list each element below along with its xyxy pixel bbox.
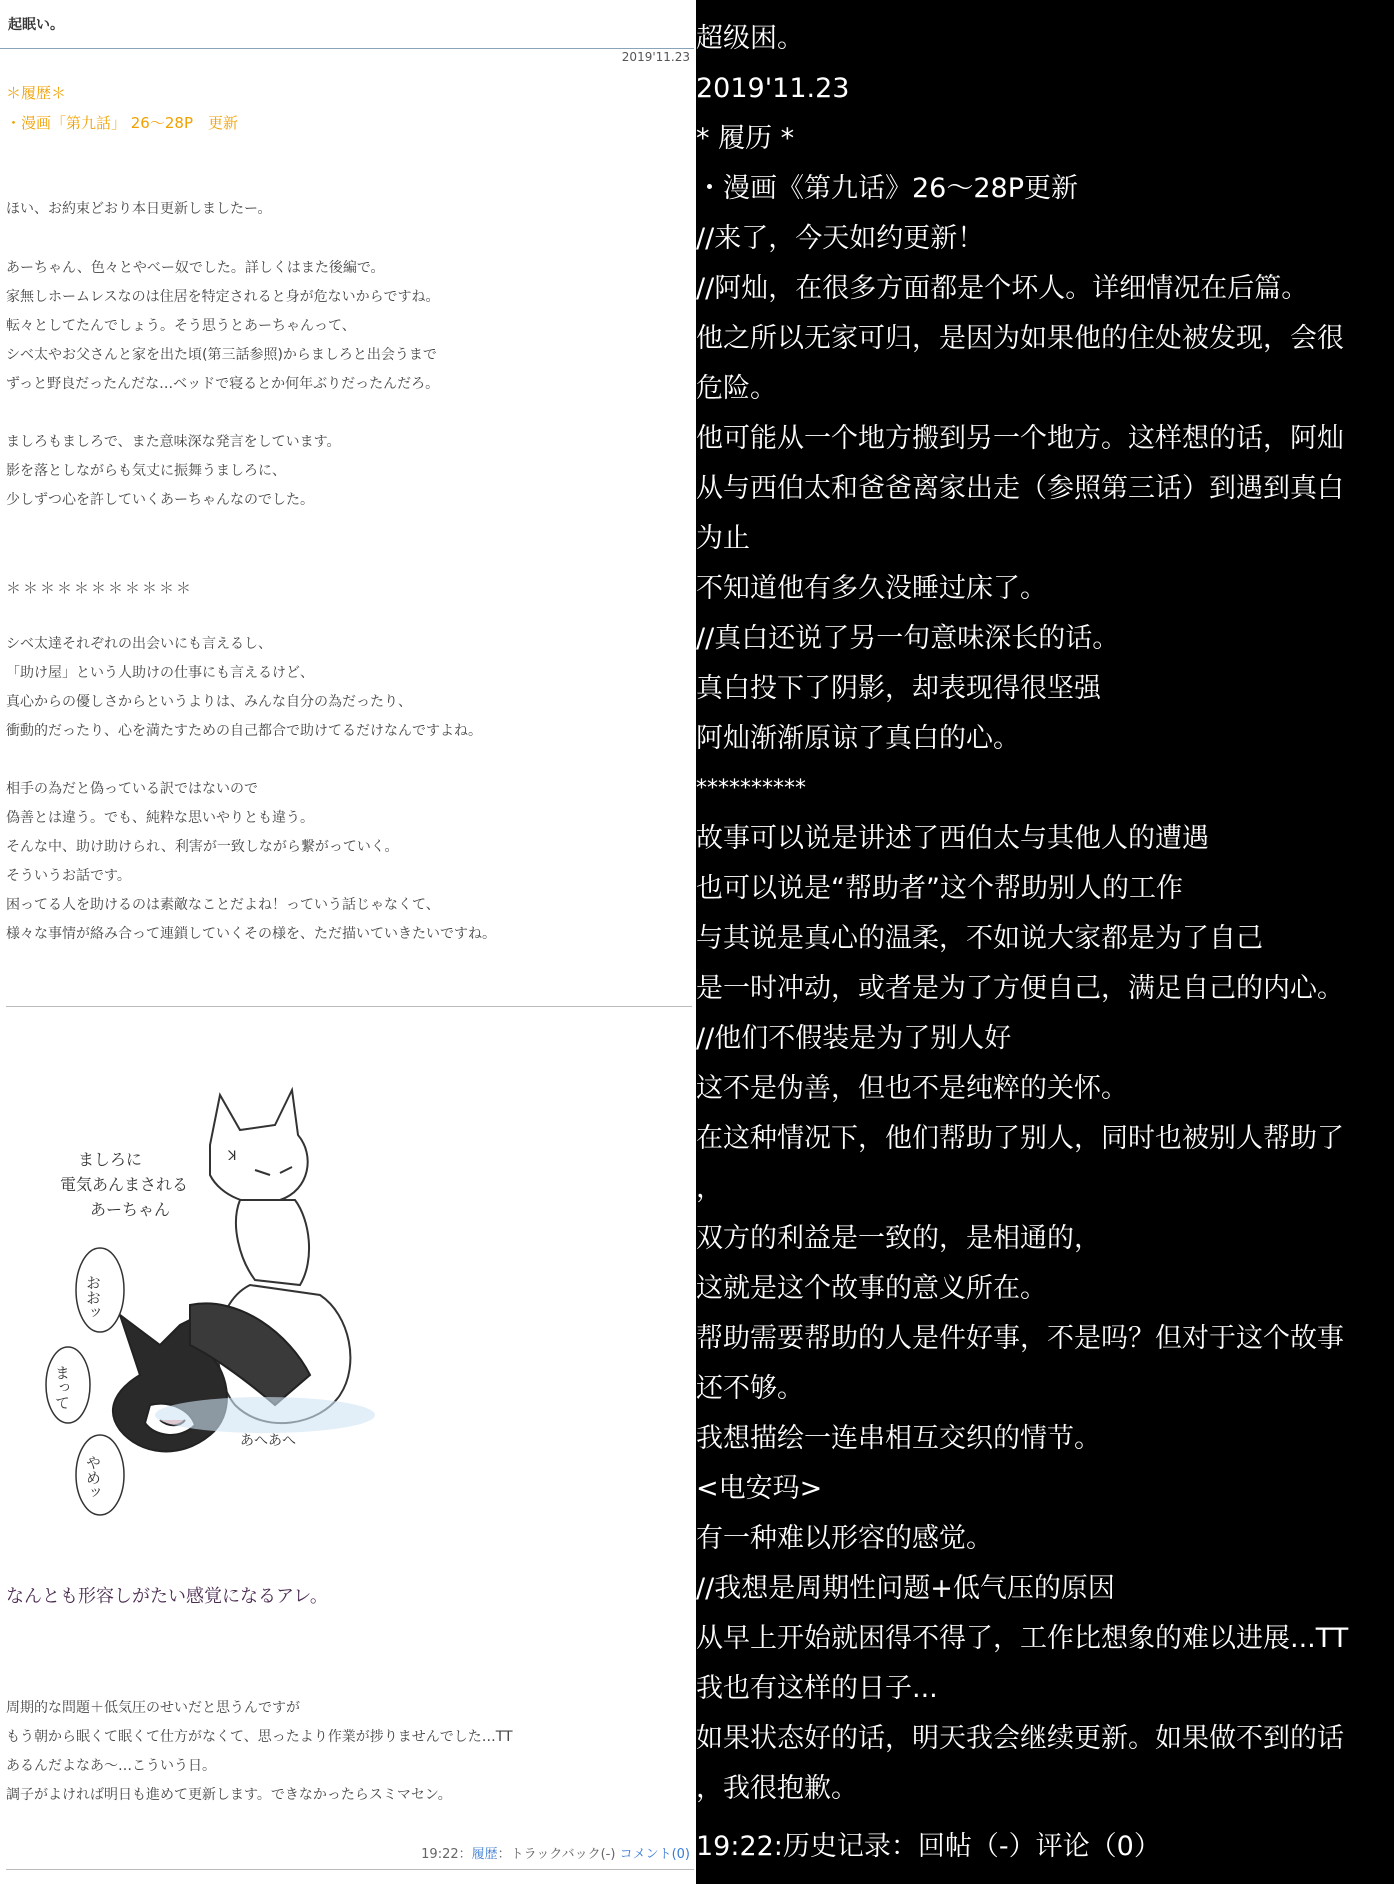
sfx-ahe: あへあへ <box>240 1433 296 1449</box>
paragraph-6-line: あるんだよなあ〜…こういう日。 <box>6 1758 216 1774</box>
translation-line: 在这种情况下，他们帮助了别人，同时也被别人帮助了 <box>696 1123 1344 1154</box>
comment-link[interactable]: コメント(0) <box>619 1847 690 1862</box>
translation-line: 危险。 <box>696 373 777 404</box>
paragraph-2-line: シベ太やお父さんと家を出た頃(第三話参照)からましろと出会うまで <box>6 347 437 363</box>
paragraph-1-line: ほい、お約束どおり本日更新しましたー。 <box>6 201 272 217</box>
translation-line: 也可以说是“帮助者”这个帮助别人的工作 <box>696 873 1183 904</box>
translation-line: //阿灿，在很多方面都是个坏人。详细情况在后篇。 <box>696 273 1309 304</box>
separator-stars: ＊＊＊＊＊＊＊＊＊＊＊ <box>6 579 194 597</box>
translation-line: 他可能从一个地方搬到另一个地方。这样想的话，阿灿 <box>696 423 1344 454</box>
svg-text:ꓘ: ꓘ <box>228 1149 237 1164</box>
sfx-yame: やめッ <box>84 1455 102 1500</box>
illustration-cats <box>53 1075 420 1545</box>
paragraph-5-line: 困ってる人を助けるのは素敵なことだよね！っていう話じゃなくて、 <box>6 897 440 913</box>
translation-line: //他们不假装是为了别人好 <box>696 1023 1012 1054</box>
paragraph-5-line: そんな中、助け助けられ、利害が一致しながら繋がっていく。 <box>6 839 399 855</box>
title-divider <box>0 48 694 49</box>
footer-time: 19:22： <box>421 1847 472 1862</box>
post-footer <box>421 1843 690 1862</box>
translation-line: 超级困。 <box>696 23 804 54</box>
paragraph-5-line: 様々な事情が絡み合って連鎖していくその様を、ただ描いていきたいですね。 <box>6 926 496 942</box>
translation-line: ・漫画《第九话》26～28P更新 <box>696 173 1078 204</box>
illustration-caption: なんとも形容しがたい感覚になるアレ。 <box>6 1586 328 1607</box>
paragraph-6-line: 調子がよければ明日も進めて更新します。できなかったらスミマセン。 <box>6 1787 452 1803</box>
trackback-text: ：トラックバック(-) <box>497 1847 616 1862</box>
sfx-ooh: おおッ <box>84 1275 102 1320</box>
translation-line: //真白还说了另一句意味深长的话。 <box>696 623 1120 654</box>
translation-line: 与其说是真心的温柔，不如说大家都是为了自己 <box>696 923 1263 954</box>
paragraph-5-line: 偽善とは違う。でも、純粋な思いやりとも違う。 <box>6 810 314 826</box>
paragraph-3-line: 影を落としながらも気丈に振舞うましろに、 <box>6 463 286 479</box>
translation-line: 阿灿渐渐原谅了真白的心。 <box>696 723 1020 754</box>
translation-line: 不知道他有多久没睡过床了。 <box>696 573 1047 604</box>
post-date: 2019'11.23 <box>621 50 690 64</box>
paragraph-6-line: 周期的な問題＋低気圧のせいだと思うんですが <box>6 1700 300 1716</box>
paragraph-4-line: 衝動的だったり、心を満たすための自己都合で助けてるだけなんですよね。 <box>6 723 482 739</box>
translation-line: 如果状态好的话，明天我会继续更新。如果做不到的话 <box>696 1723 1344 1754</box>
paragraph-5-line: そういうお話です。 <box>6 868 131 884</box>
note-top-line: ましろに <box>78 1150 143 1169</box>
history-link[interactable]: 履歴 <box>471 1847 498 1862</box>
paragraph-4-line: 「助け屋」という人助けの仕事にも言えるけど、 <box>6 665 314 681</box>
white-cat-head <box>210 1090 308 1203</box>
paragraph-2-line: 家無しホームレスなのは住居を特定されると身が危ないからですね。 <box>6 289 440 305</box>
translation-line: 双方的利益是一致的，是相通的， <box>696 1223 1101 1254</box>
translation-line: 有一种难以形容的感觉。 <box>696 1523 993 1554</box>
translation-footer-line: 19:22:历史记录：回帖（-）评论（0） <box>696 1831 1161 1862</box>
translation-line: ，我很抱歉。 <box>696 1773 858 1804</box>
paragraph-2-line: あーちゃん、色々とやべー奴でした。詳しくはまた後編で。 <box>6 260 385 276</box>
paragraph-4-line: シベ太達それぞれの出会いにも言えるし、 <box>6 636 272 652</box>
paragraph-5-line: 相手の為だと偽っている訳ではないので <box>6 781 258 797</box>
paragraph-2-line: 転々としてたんでしょう。そう思うとあーちゃんって、 <box>6 318 356 334</box>
post-title: 起眠い。 <box>8 17 64 33</box>
paragraph-3-line: 少しずつ心を許していくあーちゃんなのでした。 <box>6 492 314 508</box>
translation-line: 从早上开始就困得不得了，工作比想象的难以进展...TT <box>696 1623 1349 1654</box>
translation-line: <电安玛> <box>696 1473 823 1504</box>
history-heading: ＊履歴＊ <box>6 84 67 102</box>
translation-line: 2019'11.23 <box>696 73 850 104</box>
translation-line: ， <box>696 1173 723 1204</box>
note-top-line: あーちゃん <box>90 1200 171 1219</box>
translation-line: 这就是这个故事的意义所在。 <box>696 1273 1047 1304</box>
translation-line: 从与西伯太和爸爸离家出走（参照第三话）到遇到真白 <box>696 473 1344 504</box>
paragraph-4-line: 真心からの優しさからというよりは、みんな自分の為だったり、 <box>6 694 412 710</box>
section-divider <box>6 1006 692 1007</box>
translation-line: 是一时冲动，或者是为了方便自己，满足自己的内心。 <box>696 973 1344 1004</box>
translation-line: ********** <box>696 776 806 801</box>
translation-line: //来了，今天如约更新！ <box>696 223 985 254</box>
translation-line: 帮助需要帮助的人是件好事，不是吗？但对于这个故事 <box>696 1323 1344 1354</box>
paragraph-6-line: もう朝から眠くて眠くて仕方がなくて、思ったより作業が捗りませんでした…TT <box>6 1729 513 1745</box>
translation-line: 他之所以无家可归，是因为如果他的住处被发现，会很 <box>696 323 1344 354</box>
note-top-line: 電気あんまされる <box>60 1175 189 1194</box>
translation-line: 还不够。 <box>696 1373 804 1404</box>
footer-divider <box>6 1869 694 1870</box>
paragraph-2-line: ずっと野良だったんだな…ベッドで寝るとか何年ぶりだったんだろ。 <box>6 376 440 392</box>
paragraph-3-line: ましろもましろで、また意味深な発言をしています。 <box>6 434 341 450</box>
sfx-matte: まって <box>53 1365 71 1410</box>
translation-line: 真白投下了阴影，却表现得很坚强 <box>696 673 1101 704</box>
blog-post-panel <box>0 0 696 1884</box>
translation-line: //我想是周期性问题+低气压的原因 <box>696 1573 1115 1604</box>
translation-panel <box>696 0 1394 1884</box>
translation-line: 为止 <box>696 523 750 554</box>
history-item: ・漫画「第九話」 26〜28P 更新 <box>6 114 238 132</box>
translation-line: 我想描绘一连串相互交织的情节。 <box>696 1423 1101 1454</box>
translation-line: * 履历 * <box>696 123 795 154</box>
translation-line: 我也有这样的日子... <box>696 1673 938 1704</box>
translation-line: 这不是伪善，但也不是纯粹的关怀。 <box>696 1073 1128 1104</box>
white-cat-torso <box>236 1200 309 1285</box>
translation-line: 故事可以说是讲述了西伯太与其他人的遭遇 <box>696 823 1209 854</box>
